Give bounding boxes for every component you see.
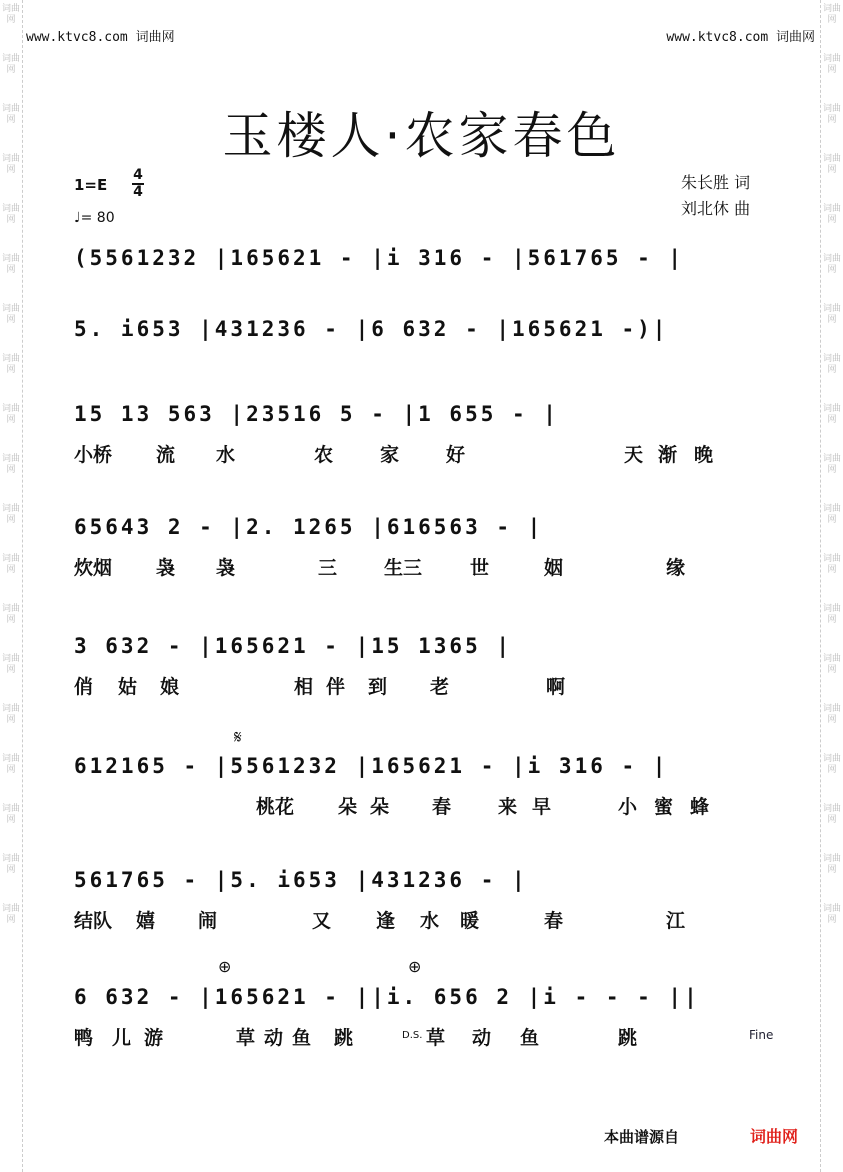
lyric-word: 好 — [446, 444, 466, 466]
lyric-word: 游 — [144, 1027, 164, 1049]
notation-line: 6 632 - |165621 - ||i. 656 2 |i - - - || — [74, 985, 700, 1009]
watermark-text: 词曲网 — [822, 704, 841, 725]
watermark-text: 词曲网 — [1, 654, 20, 675]
lyric-word: 小桥 — [74, 444, 113, 466]
key-signature: 1=E — [74, 176, 108, 194]
watermark-text: 词曲网 — [822, 104, 841, 125]
lyric-word: 动 — [264, 1027, 284, 1049]
lyric-word: 娘 — [160, 676, 180, 698]
lyric-word: 天 — [624, 444, 644, 466]
lyric-word: 俏 — [74, 676, 94, 698]
watermark-right — [820, 0, 843, 1172]
lyric-word: 啊 — [546, 676, 566, 698]
lyric-word: 炊烟 — [74, 557, 113, 579]
score-row — [74, 246, 774, 316]
watermark-text: 词曲网 — [822, 854, 841, 875]
lyric-word: 跳 — [618, 1027, 638, 1049]
coda-sign-2: ⊕ — [408, 957, 422, 976]
watermark-text: 词曲网 — [1, 154, 20, 175]
watermark-text: 词曲网 — [822, 654, 841, 675]
lyric-word: 家 — [380, 444, 400, 466]
lyric-word: 鸭 — [74, 1027, 94, 1049]
watermark-text: 词曲网 — [822, 754, 841, 775]
watermark-text: 词曲网 — [1, 704, 20, 725]
watermark-text: 词曲网 — [1, 254, 20, 275]
lyric-word: 世 — [470, 557, 490, 579]
notation-line: 561765 - |5. i653 |431236 - | — [74, 868, 528, 892]
lyric-word: 生三 — [384, 557, 423, 579]
lyricist-credit: 朱长胜 词 — [681, 173, 751, 192]
lyric-word: 晚 — [694, 444, 714, 466]
lyric-word: 伴 — [326, 676, 346, 698]
lyric-word: 蜂 — [690, 796, 710, 818]
lyric-word: 草 — [426, 1027, 446, 1049]
fine-marking: Fine — [749, 1028, 774, 1042]
watermark-text: 词曲网 — [822, 454, 841, 475]
lyric-word: 姑 — [118, 676, 138, 698]
lyric-word: 姻 — [544, 557, 564, 579]
lyric-word: 袅 — [216, 557, 236, 579]
watermark-text: 词曲网 — [1, 4, 20, 25]
watermark-text: 词曲网 — [1, 354, 20, 375]
score-row — [74, 317, 774, 387]
lyric-word: 跳 — [334, 1027, 354, 1049]
lyric-word: 暖 — [460, 910, 480, 932]
score-row — [74, 754, 774, 824]
watermark-text: 词曲网 — [1, 304, 20, 325]
watermark-text: 词曲网 — [1, 54, 20, 75]
score-row — [74, 634, 774, 704]
lyric-word: 闹 — [198, 910, 218, 932]
watermark-text: 词曲网 — [822, 804, 841, 825]
composer-credit: 刘北休 曲 — [681, 199, 751, 218]
watermark-text: 词曲网 — [822, 154, 841, 175]
watermark-text: 词曲网 — [1, 804, 20, 825]
lyric-word: 春 — [432, 796, 452, 818]
watermark-text: 词曲网 — [1, 854, 20, 875]
lyric-word: 来 — [498, 796, 518, 818]
score-row — [74, 402, 774, 472]
tempo-marking: ♩= 80 — [74, 210, 115, 226]
lyric-word: 水 — [216, 444, 236, 466]
ds-marking: D.S. — [402, 1030, 423, 1041]
lyric-word: 草 — [236, 1027, 256, 1049]
lyric-word: 到 — [368, 676, 388, 698]
lyric-word: 逢 — [376, 910, 396, 932]
lyric-word: 三 — [318, 557, 338, 579]
score-row — [74, 868, 774, 938]
notation-line: 65643 2 - |2. 1265 |616563 - | — [74, 515, 544, 539]
lyric-word: 渐 — [658, 444, 678, 466]
segno-sign: 𝄋 — [234, 727, 242, 748]
lyric-word: 桃花 — [256, 796, 295, 818]
lyric-word: 蜜 — [654, 796, 674, 818]
score-row — [74, 985, 774, 1055]
coda-sign-1: ⊕ — [218, 957, 232, 976]
watermark-text: 词曲网 — [1, 454, 20, 475]
lyric-word: 老 — [430, 676, 450, 698]
lyric-word: 鱼 — [292, 1027, 312, 1049]
lyric-word: 鱼 — [520, 1027, 540, 1049]
watermark-text: 词曲网 — [1, 904, 20, 925]
lyric-word: 袅 — [156, 557, 176, 579]
lyric-word: 动 — [472, 1027, 492, 1049]
watermark-text: 词曲网 — [1, 754, 20, 775]
notation-line: 3 632 - |165621 - |15 1365 | — [74, 634, 513, 658]
watermark-text: 词曲网 — [822, 604, 841, 625]
source-label: 本曲谱源自 — [604, 1128, 680, 1146]
watermark-text: 词曲网 — [1, 104, 20, 125]
watermark-text: 词曲网 — [822, 504, 841, 525]
lyric-word: 江 — [666, 910, 686, 932]
watermark-text: 词曲网 — [822, 4, 841, 25]
song-title: 玉楼人·农家春色 — [222, 107, 621, 165]
lyric-word: 嬉 — [136, 910, 156, 932]
watermark-text: 词曲网 — [822, 254, 841, 275]
lyric-word: 朵 — [370, 796, 390, 818]
time-top: 4 — [133, 167, 143, 183]
lyric-word: 又 — [312, 910, 332, 932]
watermark-text: 词曲网 — [822, 304, 841, 325]
lyric-word: 春 — [544, 910, 564, 932]
watermark-text: 词曲网 — [1, 204, 20, 225]
site-url-right[interactable]: www.ktvc8.com 词曲网 — [666, 30, 815, 45]
notation-line: 15 13 563 |23516 5 - |1 655 - | — [74, 402, 559, 426]
watermark-text: 词曲网 — [1, 604, 20, 625]
watermark-text: 词曲网 — [822, 904, 841, 925]
notation-line: (5561232 |165621 - |i 316 - |561765 - | — [74, 246, 685, 270]
watermark-left — [0, 0, 23, 1172]
site-url-left[interactable]: www.ktvc8.com 词曲网 — [26, 30, 175, 45]
watermark-text: 词曲网 — [822, 554, 841, 575]
lyric-word: 水 — [420, 910, 440, 932]
watermark-text: 词曲网 — [822, 354, 841, 375]
lyric-word: 农 — [314, 444, 334, 466]
notation-line: 612165 - |5561232 |165621 - |i 316 - | — [74, 754, 669, 778]
lyric-word: 朵 — [338, 796, 358, 818]
watermark-text: 词曲网 — [822, 204, 841, 225]
lyric-word: 结队 — [74, 910, 113, 932]
lyric-word: 小 — [618, 796, 638, 818]
brand-link[interactable]: 词曲网 — [750, 1127, 799, 1146]
watermark-text: 词曲网 — [1, 504, 20, 525]
score-row — [74, 515, 774, 585]
watermark-text: 词曲网 — [822, 404, 841, 425]
lyric-word: 相 — [294, 676, 314, 698]
watermark-text: 词曲网 — [822, 54, 841, 75]
time-signature — [132, 168, 144, 200]
time-bottom: 4 — [133, 184, 143, 200]
lyric-word: 儿 — [112, 1027, 132, 1049]
watermark-text: 词曲网 — [1, 554, 20, 575]
lyric-word: 缘 — [666, 557, 686, 579]
watermark-text: 词曲网 — [1, 404, 20, 425]
notation-line: 5. i653 |431236 - |6 632 - |165621 -)| — [74, 317, 669, 341]
lyric-word: 流 — [156, 444, 176, 466]
lyric-word: 早 — [532, 796, 552, 818]
